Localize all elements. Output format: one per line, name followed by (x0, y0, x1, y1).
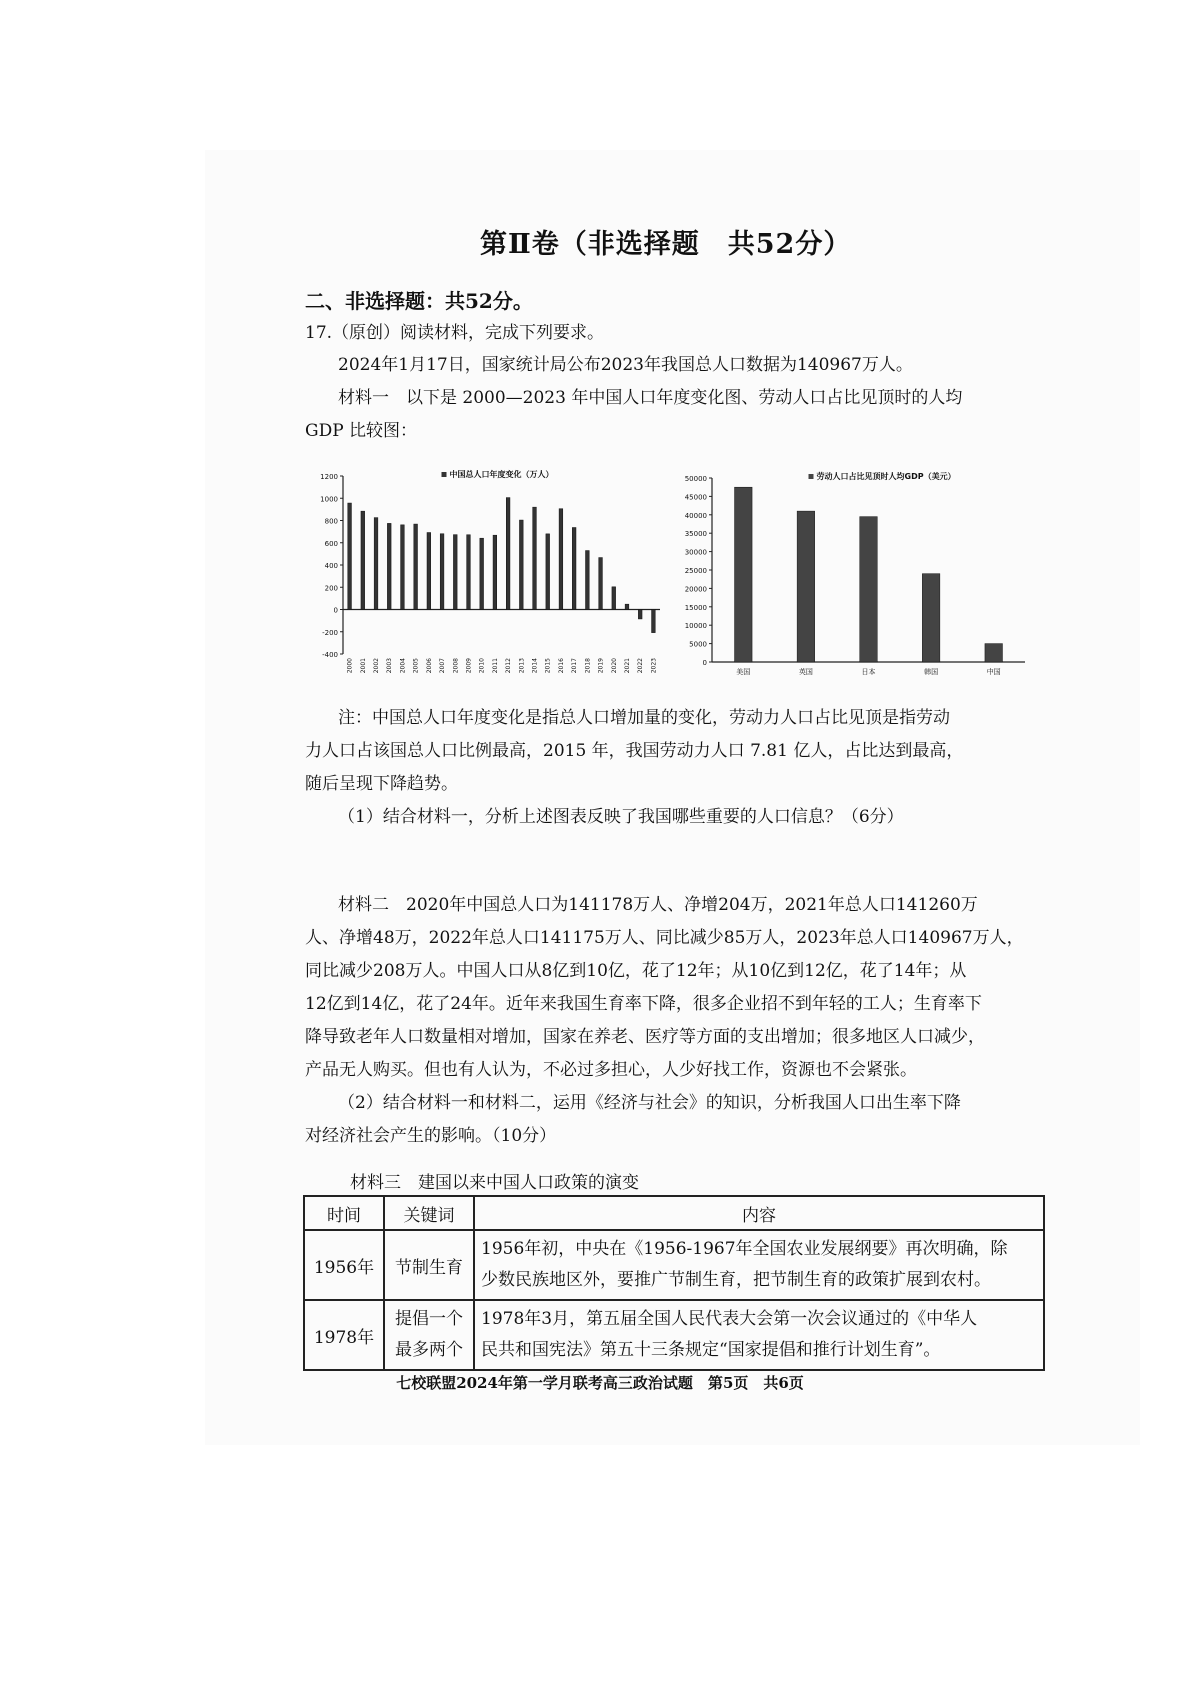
x-tick-label: 2015 (544, 658, 552, 674)
question-1: （1）结合材料一，分析上述图表反映了我国哪些重要的人口信息？（6分） (338, 807, 904, 827)
note-line1: 注：中国总人口年度变化是指总人口增加量的变化，劳动力人口占比见顶是指劳动 (338, 708, 950, 728)
bar (414, 524, 418, 609)
x-tick-label: 2022 (637, 658, 645, 674)
x-tick-label: 2019 (597, 658, 605, 674)
material3-title: 材料三 建国以来中国人口政策的演变 (350, 1173, 639, 1193)
chart-title: 劳动人口占比见顶时人均GDP（美元） (816, 472, 956, 481)
x-tick-label: 2017 (571, 658, 579, 674)
x-tick-label: 2010 (478, 658, 486, 674)
page-footer: 七校联盟2024年第一学月联考高三政治试题 第5页 共6页 (396, 1374, 804, 1392)
x-tick-label: 2000 (346, 658, 354, 674)
x-tick-label: 2011 (491, 658, 499, 674)
section-heading: 二、非选择题：共52分。 (305, 289, 533, 313)
bar (361, 511, 365, 609)
x-tick-label: 2006 (425, 658, 433, 674)
bar (480, 538, 484, 609)
x-tick-label: 2007 (439, 658, 447, 674)
page-title: 第Ⅱ卷（非选择题 共52分） (480, 229, 852, 260)
x-tick-label: 美国 (736, 668, 751, 676)
material2-line5: 降导致老年人口数量相对增加，国家在养老、医疗等方面的支出增加；很多地区人口减少， (305, 1027, 985, 1047)
bar (797, 511, 815, 662)
population-change-chart (305, 458, 665, 686)
y-tick-label: 15000 (684, 603, 707, 612)
bar (533, 507, 537, 609)
x-tick-label: 英国 (798, 668, 813, 676)
row-content-line: 1978年3月，第五届全国人民代表大会第一次会议通过的《中华人 (481, 1309, 978, 1329)
y-tick-label: 400 (324, 562, 338, 570)
x-tick-label: 2021 (623, 658, 631, 674)
y-tick-label: 1200 (320, 473, 338, 481)
gdp-per-capita-chart (670, 462, 1030, 682)
bar (546, 534, 550, 610)
bar (572, 528, 576, 610)
bar (922, 574, 940, 662)
row-content (474, 1230, 1044, 1300)
material2-line2: 人、净增48万，2022年总人口141175万人、同比减少85万人，2023年总人口140967万人， (305, 928, 1024, 948)
row-content (474, 1300, 1044, 1370)
row-keyword: 节制生育 (384, 1230, 474, 1300)
material2-line3: 同比减少208万人。中国人口从8亿到10亿，花了12年；从10亿到12亿，花了14年；从 (305, 961, 967, 981)
bar (374, 518, 378, 610)
y-tick-label: 800 (324, 517, 338, 526)
question-2-line2: 对经济社会产生的影响。（10分） (305, 1126, 557, 1146)
y-tick-label: 45000 (684, 493, 707, 502)
intro-text: 2024年1月17日，国家统计局公布2023年我国总人口数据为140967万人。 (338, 355, 913, 375)
x-tick-label: 2013 (518, 658, 526, 674)
x-tick-label: 日本 (861, 668, 876, 676)
x-tick-label: 2018 (584, 658, 592, 674)
y-tick-label: 25000 (684, 567, 707, 575)
material2-line4: 12亿到14亿，花了24年。近年来我国生育率下降，很多企业招不到年轻的工人；生育率下 (305, 994, 982, 1014)
bar (625, 604, 629, 609)
row-keyword: 提倡一个最多两个 (384, 1300, 474, 1370)
y-tick-label: 50000 (684, 475, 707, 483)
row-content-line: 少数民族地区外，要推广节制生育，把节制生育的政策扩展到农村。 (481, 1270, 991, 1290)
x-tick-label: 韩国 (924, 668, 939, 676)
bar (519, 520, 523, 609)
bar (453, 535, 457, 610)
x-tick-label: 2020 (610, 658, 618, 674)
bar (985, 644, 1003, 662)
y-tick-label: 0 (702, 659, 707, 667)
table-header-row (304, 1196, 1044, 1230)
y-tick-label: 1000 (320, 495, 338, 504)
material2-line6: 产品无人购买。但也有人认为，不必过多担心，人少好找工作，资源也不会紧张。 (305, 1060, 917, 1080)
bar (559, 509, 563, 610)
x-tick-label: 中国 (986, 668, 1001, 676)
bar (599, 558, 603, 610)
x-tick-label: 2009 (465, 658, 473, 674)
bar (493, 535, 497, 609)
x-tick-label: 2005 (412, 658, 420, 674)
chart-title: 中国总人口年度变化（万人） (449, 470, 554, 479)
y-tick-label: 5000 (689, 640, 707, 649)
x-tick-label: 2003 (386, 658, 394, 674)
y-tick-label: 200 (324, 584, 338, 593)
x-tick-label: 2004 (399, 658, 407, 674)
material2-line1: 材料二 2020年中国总人口为141178万人、净增204万，2021年总人口141260万 (338, 895, 978, 915)
policy-table (303, 1195, 1045, 1371)
y-tick-label: 40000 (684, 511, 707, 520)
bar (652, 610, 656, 633)
bar (638, 610, 642, 619)
x-tick-label: 2012 (505, 658, 513, 674)
x-tick-label: 2002 (373, 658, 381, 674)
material1-line2: GDP 比较图： (305, 421, 418, 441)
note-line2: 力人口占该国总人口比例最高，2015 年，我国劳动力人口 7.81 亿人，占比达到最高， (305, 741, 964, 761)
bar (860, 517, 878, 662)
bar (387, 523, 391, 609)
x-tick-label: 2008 (452, 658, 460, 674)
legend-swatch (809, 474, 814, 479)
table-header-time: 时间 (304, 1196, 384, 1230)
row-time: 1956年 (304, 1230, 384, 1300)
bar (612, 587, 616, 610)
y-tick-label: 0 (333, 606, 338, 615)
legend-swatch (442, 472, 447, 477)
bar (467, 535, 471, 610)
table-row (304, 1300, 1044, 1370)
y-tick-label: -400 (322, 651, 338, 659)
table-header-content: 内容 (474, 1196, 1044, 1230)
note-line3: 随后呈现下降趋势。 (305, 774, 458, 794)
bar (735, 487, 753, 662)
question-17-heading: 17.（原创）阅读材料，完成下列要求。 (305, 323, 605, 343)
x-tick-label: 2023 (650, 658, 658, 674)
y-tick-label: 20000 (684, 585, 707, 594)
question-2-line1: （2）结合材料一和材料二，运用《经济与社会》的知识，分析我国人口出生率下降 (338, 1093, 961, 1113)
y-tick-label: 30000 (684, 548, 707, 557)
y-tick-label: -200 (322, 628, 338, 637)
bar (506, 498, 510, 610)
y-tick-label: 10000 (684, 622, 707, 631)
x-tick-label: 2014 (531, 658, 539, 674)
bar (586, 551, 590, 610)
row-content-line: 民共和国宪法》第五十三条规定“国家提倡和推行计划生育”。 (481, 1340, 941, 1360)
row-content-line: 1956年初，中央在《1956-1967年全国农业发展纲要》再次明确，除 (481, 1239, 1008, 1259)
row-time: 1978年 (304, 1300, 384, 1370)
bar (427, 533, 431, 610)
table-row (304, 1230, 1044, 1300)
y-tick-label: 600 (324, 539, 338, 548)
bar (440, 534, 444, 610)
x-tick-label: 2001 (359, 658, 367, 674)
bar (401, 525, 405, 610)
table-header-keyword: 关键词 (384, 1196, 474, 1230)
material1-line1: 材料一 以下是 2000—2023 年中国人口年度变化图、劳动人口占比见顶时的人均 (338, 388, 963, 408)
y-tick-label: 35000 (684, 530, 707, 539)
bar (348, 503, 352, 609)
x-tick-label: 2016 (557, 658, 565, 674)
